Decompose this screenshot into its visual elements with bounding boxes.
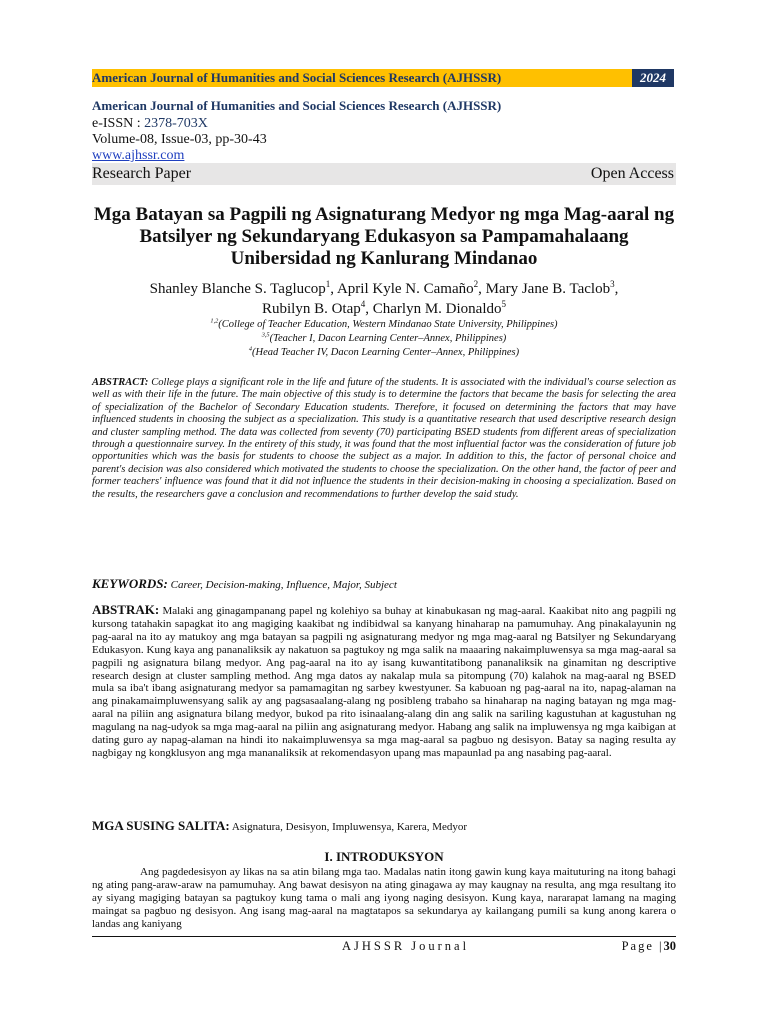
section-heading: I. INTRODUKSYON <box>324 849 444 864</box>
paper-type-bar <box>92 163 676 185</box>
author-sup: 3 <box>610 279 615 289</box>
affiliation-text: (Teacher I, Dacon Learning Center–Annex, Philippines) <box>269 333 507 344</box>
article-title: Mga Batayan sa Pagpili ng Asignaturang Medyor ng mga Mag-aaral ng Batsilyer ng Sekundaryang Edukasyon sa Pampamahalaang Unibersidad ng Kanlurang Mindanao <box>93 204 675 269</box>
author-sup: 5 <box>501 299 506 309</box>
issn-label: e-ISSN : <box>92 116 145 131</box>
intro-paragraph: Ang pagdedesisyon ay likas na sa atin bilang mga tao. Madalas natin itong gawin kung kaya maituturing na itong bahagi ng ating pang-araw-araw na pamumuhay. Ang bawat desisyon na ating ginagawa ay may kaugnay na resulta, ang mga resultang ito ay siyang magiging batayan sa pagtukoy kung tama o mali ang iyong naging desisyon. Kung kaya, nararapat lamang na maging maingat sa pagbuo ng desisyon. Ang isang mag-aaral na magtatapos sa sekundarya ay kailangang pumili sa kung anong karera o landas ang kaniyang <box>92 866 676 930</box>
page-footer <box>92 939 676 955</box>
author-name: April Kyle N. Camaño <box>336 281 474 297</box>
affiliation-sup: 4 <box>248 345 253 353</box>
abstrak-paragraph <box>92 604 676 760</box>
author-name: Charlyn M. Dionaldo <box>372 301 502 317</box>
footer-journal: AJHSSR Journal <box>342 939 470 953</box>
susing-salita-text: Asignatura, Desisyon, Impluwensya, Karera, Medyor <box>229 821 468 833</box>
journal-banner <box>92 69 674 87</box>
volume-line: Volume-08, Issue-03, pp-30-43 <box>92 132 267 147</box>
journal-banner-name: American Journal of Humanities and Social Sciences Research (AJHSSR) <box>92 70 502 85</box>
issn-value: 2378-703X <box>144 116 208 131</box>
journal-title: American Journal of Humanities and Social Sciences Research (AJHSSR) <box>92 98 502 113</box>
author-sup: 1 <box>325 279 331 289</box>
keywords-text: Career, Decision-making, Influence, Major, Subject <box>167 579 397 591</box>
affiliation-line <box>92 318 676 332</box>
affiliation-text: (Head Teacher IV, Dacon Learning Center–Annex, Philippines) <box>252 347 520 358</box>
affiliation-line <box>92 346 676 360</box>
paper-type: Research Paper <box>92 165 192 182</box>
keywords-label: KEYWORDS: <box>92 576 168 591</box>
author-name: Mary Jane B. Taclob <box>485 281 611 297</box>
website-link[interactable]: www.ajhssr.com <box>92 148 185 163</box>
journal-year: 2024 <box>632 69 674 87</box>
footer-divider <box>92 936 676 937</box>
affiliation-list <box>92 318 676 360</box>
author-sup: 4 <box>360 299 366 309</box>
footer-page-label: Page | <box>621 939 664 953</box>
website-line <box>92 148 184 164</box>
footer-page-number: 30 <box>663 939 676 953</box>
issn-line <box>92 116 208 132</box>
susing-salita-label: MGA SUSING SALITA: <box>92 818 230 833</box>
author-name: Shanley Blanche S. Taglucop <box>149 281 326 297</box>
author-name: Rubilyn B. Otap <box>261 301 361 317</box>
open-access-label: Open Access <box>590 165 674 182</box>
susing-salita-line <box>92 818 676 834</box>
author-list: Shanley Blanche S. Taglucop$^1$, April Kyle N. Camaño$^2$, Mary Jane B. Taclob$^3$, Rubilyn B. Otap$^4$, Charlyn M. Dionaldo$^5$ <box>149 279 619 317</box>
abstract-paragraph <box>92 377 676 501</box>
affiliation-sup: 3,5 <box>261 331 270 339</box>
author-sup: 2 <box>473 279 479 289</box>
abstract-text: College plays a significant role in the life and future of the students. It is associated with the individual's course selection as well as with their life in the future. The main objective of this study is to determine the factors that became the basis for selecting the area of specialization of the Bachelor of Secondary Education students. Therefore, it focused on determining the factors that may have influenced students in choosing the subject as a specialization. This study is a quantitative research that used descriptive research design and cluster sampling method. The data was collected from seventy (70) participating BSED students from different areas of specialization through a questionnaire survey. In the entirety of this study, it was found that the most influential factor was the consideration of future job opportunities which was the basis for students to choose the subject as a major. In addition to this, the factor of personal choice and parent's decision was also considered which motivated the students to choose the specialization. On the other hand, the factor of peer and former teachers' influence was found that it did not influence the students in their decision-making in choosing a specialization. Based on the results, the researchers gave a conclusion and recommendations to further develop the said study. <box>92 377 676 500</box>
affiliation-sup: 1,2 <box>210 317 219 325</box>
affiliation-text: (College of Teacher Education, Western Mindanao State University, Philippines) <box>218 319 558 330</box>
abstrak-text: Malaki ang ginagampanang papel ng kolehiyo sa buhay at kinabukasan ng mag-aaral. Kaakibat nito ang pagpili ng kursong tatahakin sapagkat ito ang magiging kaakibat ng indibidwal sa kanyang hinaharap na pamumuhay. Ang pinakalayunin ng pag-aaral na ito ay matukoy ang mga batayan sa pagpili ng asignaturang medyor ng mga mag-aaral ng Batsilyer ng Sekundaryang Edukasyon. Kung kaya ang pananaliksik ay nakatuon sa pagtukoy ng mga salik na maaaring nakaimpluwensya sa mga mag-aaral sa pagpili ng asignatura bilang medyor. Ang pag-aaral na ito ay isang kuwantitatibong pananaliksik na ginamitan ng descriptive research design at cluster sampling method. Ang mga datos ay nakalap mula sa pitompung (70) kalahok na mag-aaral ng BSED mula sa iba't ibang asignaturang medyor sa pamamagitan ng sarbey kwestyuner. Sa kabuoan ng pag-aaral na ito, napag-alaman na ang pinakamaimpluwensyang salik ay ang pagsasaalang-alang ng posibleng trabaho sa hinaharap na naging batayan ng mga mag-aaral na piliin ang asignatura bilang medyor, bukod pa rito isinaalang-alang din ang salik na sariling kagustuhan at kagustuhan ng magulang na nag-udyok sa mga mag-aaral na piliin ang asignaturang medyor. Habang ang salik na impluwensya ng mga kaibigan at dating guro ay napag-alaman na hindi ito nakaimpluwensya sa mga mag-aaral sa pagbuo ng desisyon. Batay sa naging resulta ay nagbigay ng kongklusyon ang mga mananaliksik at rekomendasyon upang mas mapaunlad pa ang nasabing pag-aaral. <box>92 605 676 759</box>
affiliation-line <box>92 332 676 346</box>
abstract-label: ABSTRACT: <box>92 377 149 388</box>
keywords-line <box>92 576 676 592</box>
abstrak-label: ABSTRAK: <box>92 602 160 617</box>
footer-page <box>622 939 676 954</box>
